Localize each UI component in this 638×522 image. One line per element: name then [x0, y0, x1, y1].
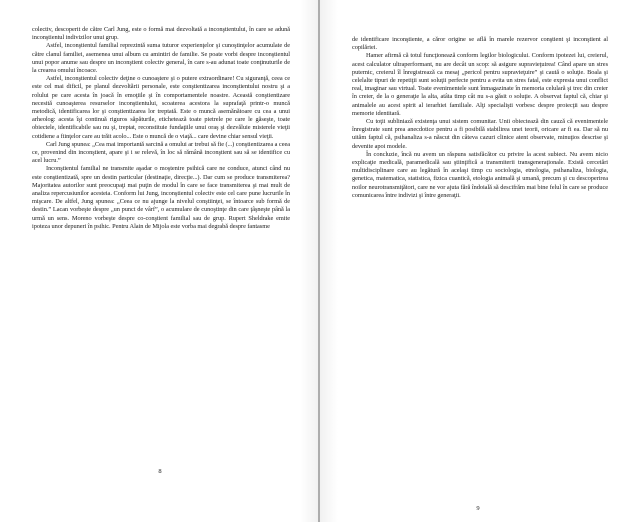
paragraph: Astfel, inconştientul colectiv deţine o cunoaştere şi o putere extraordinare! Cu siguranţă, ceea ce este cel mai dificil, pe planul dezvoltării personale, este conştientizarea inconştientului nostru şi a rolului pe care acesta în joacă în emoţiile şi în comportamentele noastre. Această conştientizare necesită cunoaşterea resurselor inconştientului, scoaterea acestora la suprafaţă printr-o muncă metodică, identificarea lor şi conştientizarea lor treptată. Este o muncă asemănătoare cu cea a unui arheolog: acesta îşi continuă riguros săpăturile, etichetează toate pietrele pe care le găseşte, toate obiectele, identificabile sau nu şi, treptat, reconstituie fundaţiile unui oraş şi dezvăluie misterele vieţii cotidiene a fiinţelor care au trăit acolo... Este o muncă de o viaţă... care devine chiar sensul vieţii. — [32, 75, 290, 140]
paragraph: Astfel, inconştientul familial reprezintă suma tuturor experienţelor şi cunoştinţelor acumulate de către clanul familiei, asemenea unui album cu amintiri de familie. Se poate vorbi despre inconştientul unui popor anume sau despre un inconştient colectiv general, în care s-au adunat toate conţinuturile de la crearea omului încoace. — [32, 42, 290, 75]
paragraph: de identificare inconştiente, a căror origine se află în marele rezervor conştient şi inconştient al copilăriei. — [352, 36, 608, 52]
left-page-text — [32, 26, 290, 231]
page-number: 8 — [158, 468, 162, 475]
paragraph: Cu toţii subliniază existenţa unui sistem comunitar. Unii obiectează din cauză că evenimentele înregistrate sunt prea anecdotice pentru a fi posibilă stabilirea unei teorii, oricare ar fi ea. Dar să nu uităm faptul că, psihanaliza s-a născut din câteva cazuri clinice atent observate, minuţios descrise şi devenite apoi modele. — [352, 118, 608, 150]
paragraph: În concluzie, încă nu avem un răspuns satisfăcător cu privire la acest subiect. Nu avem nicio explicaţie medicală, paramedicală sau ştiinţifică a transmiterii transgeneraţionale. Există cercetări multidisciplinare care au legătură în acelaşi timp cu sociologia, etnologia, psihanaliza, biologia, genetica, matematica, statistica, fizica cuantică, etologia animală şi umană, precum şi cu descoperirea noilor neurotransmiţători, care ne vor ajuta fără îndoială să descifrăm mai bine felul în care se produce comunicarea între indivizi şi între generaţii. — [352, 150, 608, 199]
paragraph: colectiv, descoperit de către Carl Jung, este o formă mai dezvoltată a inconştientului, în care se adună inconştientul indivizilor unui grup. — [32, 26, 290, 42]
right-page — [319, 0, 638, 522]
paragraph: Carl Jung spunea: „Cea mai importantă sarcină a omului ar trebui să fie (...) conştientizarea a ceea ce, provenind din inconştient, apare şi i se relevă, în loc să rămână inconştient sau să se identifice cu acel lucru.” — [32, 140, 290, 165]
paragraph: Hamer afirmă că totul funcţionează conform legilor biologicului. Conform ipotezei lui, creierul, acest calculator ultraperformant, nu are decât un scop: să asigure supravieţuirea! Când apare un stres puternic, creierul îl înregistrează ca mesaj „pericol pentru supravieţuire” şi caută o soluţie. Boala şi celelalte tipuri de repetiţii sunt soluţii perfecte pentru a evita un stres fatal, este expresia unui conflict real, imaginar sau virtual. Toate evenimentele sunt înmagazinate în memoria celulară şi trec din creier în creier, de la o generaţie la alta, atâta timp cât nu s-a găsit o soluţie. A observat faptul că, chiar şi animalele au acest spirit al ierarhiei familiale. Alţi specialişti vorbesc despre proiecţii sau despre memorie identitară. — [352, 52, 608, 117]
page-number: 9 — [476, 505, 480, 512]
paragraph: Inconştientul familial ne transmite aşadar o moştenire psihică care ne conduce, atunci când nu este conştientizată, spre un destin particular (destinaţie, direcţie...). Dar cum se produce transmiterea? Majoritatea autorilor sunt preocupaţi mai puţin de modul în care se face transmiterea şi mai mult de analiza repercusiunilor acesteia. Conform lui Jung, inconştientul colectiv este cel care pune lucrurile în mişcare. De altfel, Jung spunea: „Ceea ce nu ajunge la nivelul conştiinţei, se întoarce sub formă de destin.” Lacan vorbeşte despre „un punct de vârf”, o acumulare de cunoştinţe din care ţâşneşte până la urmă un sens. Moreno vorbeşte despre co-conştient familial sau de grup. Rupert Sheldrake emite ipoteza unor depuneri în psihic. Pentru Alain de Mijola este vorba mai degrabă despre fantasme — [32, 165, 290, 230]
right-page-text — [352, 36, 608, 200]
